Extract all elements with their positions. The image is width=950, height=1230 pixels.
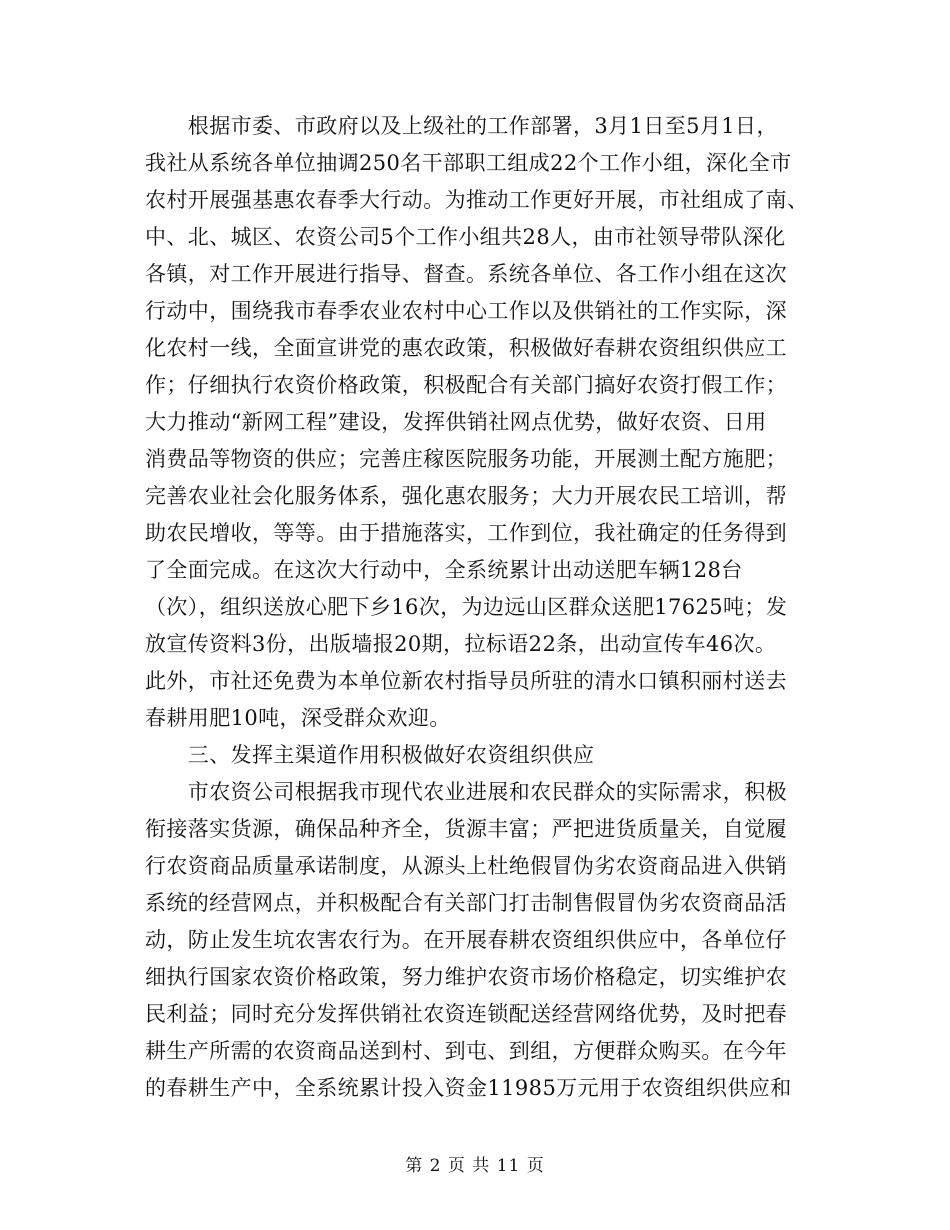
- text-line: 各镇，对工作开展进行指导、督查。系统各单位、各工作小组在这次: [145, 262, 787, 286]
- text-line: 我社从系统各单位抽调250名干部职工组成22个工作小组，深化全市: [145, 151, 792, 175]
- text-line: 了全面完成。在这次大行动中，全系统累计出动送肥车辆128台: [145, 558, 743, 582]
- text-line: 市农资公司根据我市现代农业进展和农民群众的实际需求，积极: [145, 780, 787, 804]
- text-line: 行农资商品质量承诺制度，从源头上杜绝假冒伪劣农资商品进入供销: [145, 854, 787, 878]
- page-number-footer: 第 2 页 共 11 页: [405, 1156, 545, 1176]
- text-line: 根据市委、市政府以及上级社的工作部署，3月1日至5月1日，: [145, 114, 778, 138]
- text-line: 作；仔细执行农资价格政策，积极配合有关部门搞好农资打假工作；: [145, 373, 787, 397]
- text-line: 衔接落实货源，确保品种齐全，货源丰富；严把进货质量关，自觉履: [145, 817, 787, 841]
- text-line: （次），组织送放心肥下乡16次，为边远山区群众送肥17625吨；发: [145, 595, 788, 619]
- text-line: 动，防止发生坑农害农行为。在开展春耕农资组织供应中，各单位仔: [145, 928, 787, 952]
- text-line: 民利益；同时充分发挥供销社农资连锁配送经营网络优势，及时把春: [145, 1002, 787, 1026]
- section-heading: 三、发挥主渠道作用积极做好农资组织供应: [145, 743, 595, 767]
- text-line: 助农民增收，等等。由于措施落实，工作到位，我社确定的任务得到: [145, 521, 787, 545]
- text-line: 行动中，围绕我市春季农业农村中心工作以及供销社的工作实际，深: [145, 299, 787, 323]
- text-line: 的春耕生产中，全系统累计投入资金11985万元用于农资组织供应和: [145, 1076, 792, 1100]
- text-line: 消费品等物资的供应；完善庄稼医院服务功能，开展测土配方施肥；: [145, 447, 787, 471]
- text-line: 细执行国家农资价格政策，努力维护农资市场价格稳定，切实维护农: [145, 965, 787, 989]
- text-line: 放宣传资料3份，出版墙报20期，拉标语22条，出动宣传车46次。: [145, 632, 777, 656]
- text-line: 中、北、城区、农资公司5个工作小组共28人，由市社领导带队深化: [145, 225, 786, 249]
- text-line: 系统的经营网点，并积极配合有关部门打击制售假冒伪劣农资商品活: [145, 891, 787, 915]
- document-body: [145, 108, 809, 1107]
- text-line: 化农村一线，全面宣讲党的惠农政策，积极做好春耕农资组织供应工: [145, 336, 787, 360]
- text-line: 耕生产所需的农资商品送到村、到屯、到组，方便群众购买。在今年: [145, 1039, 787, 1063]
- text-line: 此外，市社还免费为本单位新农村指导员所驻的清水口镇积丽村送去: [145, 669, 787, 693]
- text-line: 大力推动“新网工程”建设，发挥供销社网点优势，做好农资、日用: [145, 410, 767, 434]
- text-line: 农村开展强基惠农春季大行动。为推动工作更好开展，市社组成了南、: [145, 188, 809, 212]
- text-line: 春耕用肥10吨，深受群众欢迎。: [145, 706, 451, 730]
- text-line: 完善农业社会化服务体系，强化惠农服务；大力开展农民工培训，帮: [145, 484, 787, 508]
